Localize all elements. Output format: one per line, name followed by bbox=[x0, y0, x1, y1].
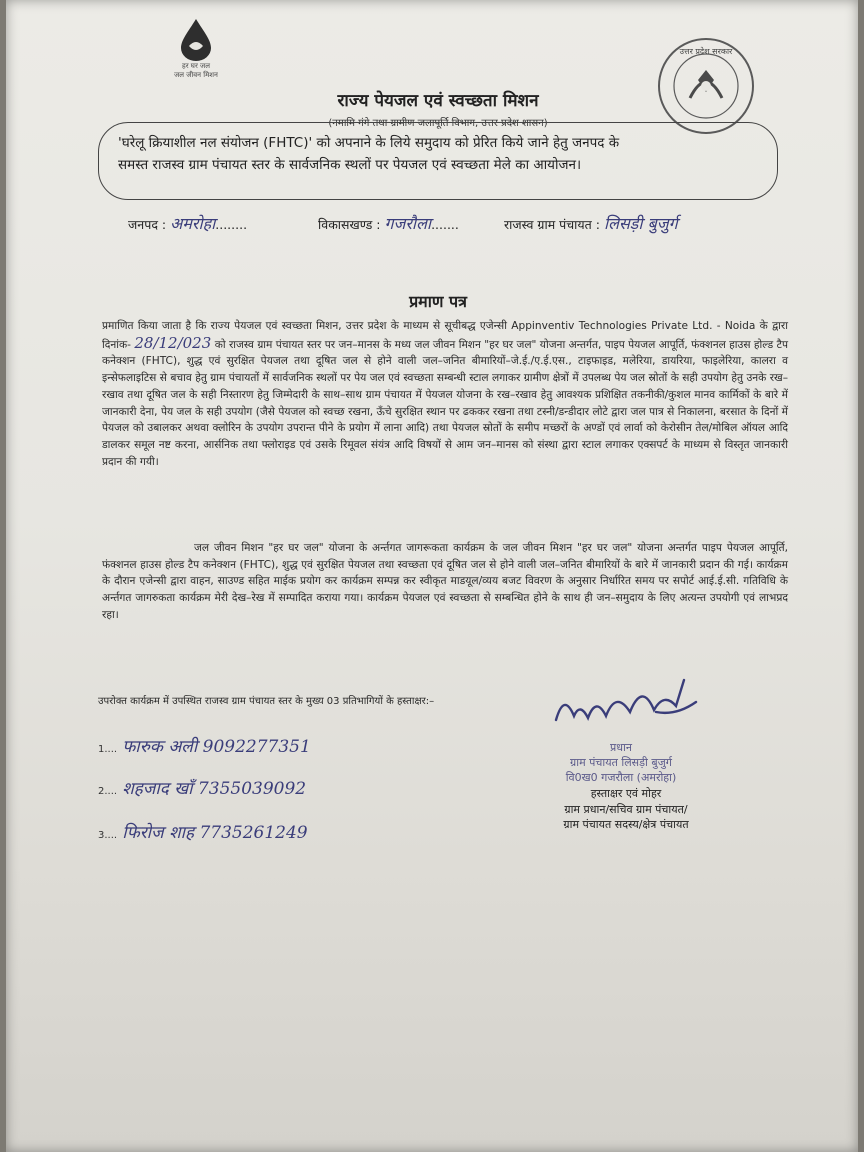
block-label: विकासखण्ड : bbox=[318, 217, 381, 232]
block-field: विकासखण्ड : गजरौला....... bbox=[318, 214, 459, 233]
logo-text: हर घर जल जल जीवन मिशन bbox=[174, 62, 218, 79]
participant-row: 2.... शहजाद खाँ 7355039092 bbox=[98, 779, 307, 799]
signatory-roles: ग्राम प्रधान/सचिव ग्राम पंचायत/ ग्राम पंचायत सदस्य/क्षेत्र पंचायत bbox=[563, 803, 689, 831]
pradhan-signature bbox=[546, 672, 706, 736]
district-value: अमरोहा bbox=[170, 214, 216, 233]
district-label: जनपद : bbox=[128, 217, 167, 232]
event-title-text: 'घरेलू क्रियाशील नल संयोजन (FHTC)' को अपनाने के लिये समुदाय को प्रेरित किये जाने हेतु जनपद के समस्त राजस्व ग्राम पंचायत स्तर के सार्वजनिक स्थलों पर पेयजल एवं स्वच्छता मेले का आयोजन। bbox=[118, 135, 620, 173]
water-drop-icon bbox=[178, 18, 214, 62]
mission-subtitle: (नमामि गंगे तथा ग्रामीण जलापूर्ति विभाग, उत्तर प्रदेश शासन) bbox=[328, 118, 548, 129]
seal-text: उत्तर प्रदेश सरकार bbox=[679, 47, 733, 56]
event-date: 28/12/023 bbox=[134, 333, 212, 352]
panchayat-value: लिसड़ी बुजुर्ग bbox=[603, 214, 678, 233]
panchayat-field bbox=[504, 212, 678, 234]
document-page bbox=[6, 0, 858, 1152]
participant-signature: फारुक अली 9092277351 bbox=[122, 737, 311, 757]
certificate-paragraph-1: प्रमाणित किया जाता है कि राज्य पेयजल एवं स्वच्छता मिशन, उत्तर प्रदेश के माध्यम से सूचीबद्ध एजेन्सी Appinventiv Technologies Private Ltd. - Noida के द्वारा दिनांक- 28/12/023 को राजस्व ग्राम पंचायत स्तर पर जन–मानस के मध्य जल जीवन मिशन "हर घर जल" योजना अन्तर्गत, पाइप पेयजल आपूर्ति, फंक्शनल हाउस होल्ड टैप कनेक्शन (FHTC), शुद्ध एवं सुरक्षित पेयजल तथा दूषित जल से होने वाली जल–जनित बीमारियों–जे.ई./ए.ई.एस., टाइफाइड, मलेरिया, डायरिया, फाइलेरिया, कालरा व इन्सेफलाइटिस से बचाव हेतु ग्राम पंचायतों में सार्वजनिक स्थलों पर पेय जल एवं स्वच्छता सम्बन्धी स्टाल लगाकर ग्रामीण क्षेत्रों में उपलब्ध पेय जल स्रोतों के सही उपयोग हेतु उनके रख–रखाव तथा दूषित जल के सही निस्तारण हेतु जिम्मेदारी के साथ–साथ ग्राम पंचायत में पेयजल योजना के रख–रखाव हेतु आवश्यक प्रशिक्षित तकनीकी/कुशल मानव कार्मिकों के बारे में जानकारी देना, पेय जल के सही उपयोग (जैसे पेयजल को स्वच्छ रखना, ऊँचे सुरक्षित स्थान पर ढककर रखना तथा टस्नी/डन्डीदार लोटे द्वारा जल पात्र से निकालना, बरसात के दिनों में पेयजल को उबालकर अथवा क्लोरिन के उपयोग उपरान्त पीने के प्रयोग में लाना आदि) तथा पेयजल स्रोतों के समीप मच्छरों के अण्डों एवं लार्वा को केरोसीन तेल/मोबिल ऑयल आदि डालकर समूल नष्ट करना, आर्सनिक तथा फ्लोराइड एवं उसके रिमूवल संयंत्र आदि विषयों से आम जन–मानस को संस्था द्वारा स्टाल लगाकर एक्सपर्ट के माध्यम से विस्तृत जानकारी प्रदान की गयी। bbox=[102, 320, 788, 468]
participants-intro: उपरोक्त कार्यक्रम में उपस्थित राजस्व ग्राम पंचायत स्तर के मुख्य 03 प्रतिभागियों के हस्ताक्षर:– bbox=[98, 696, 435, 707]
certificate-paragraph-2: जल जीवन मिशन "हर घर जल" योजना के अर्न्तगत जागरूकता कार्यक्रम के जल जीवन मिशन "हर घर जल" योजना अन्तर्गत पाइप पेयजल आपूर्ति, फंक्शनल हाउस होल्ड टैप कनेक्शन (FHTC), शुद्ध एवं सुरक्षित पेयजल तथा स्वच्छता एवं दूषित जल से होने वाली जल–जनित बीमारियों के बारे में जानकारी प्रदान की गई। कार्यक्रम के दौरान एजेन्सी द्वारा वाहन, साउण्ड सहित माईक प्रयोग कर कार्यक्रम सम्पन्न कर स्वीकृत माडयूल/व्यय बजट विवरण के अनुसार निर्धारित समय पर सपोर्ट आई.ई.सी. गतिविधि के अर्न्तगत जागरुकता कार्यक्रम मेरी देख–रेख में सम्पादित कराया गया। कार्यक्रम पेयजल एवं स्वच्छता से सम्बन्धित होने के साथ ही जन–समुदाय के लिए अत्यन्त उपयोगी एवं लाभप्रद रहा। bbox=[102, 542, 788, 621]
certificate-heading: प्रमाण पत्र bbox=[409, 292, 467, 311]
har-ghar-jal-logo bbox=[156, 18, 236, 98]
mission-title: राज्य पेयजल एवं स्वच्छता मिशन bbox=[337, 91, 539, 111]
panchayat-label: राजस्व ग्राम पंचायत : bbox=[504, 217, 600, 232]
participant-signature: शहजाद खाँ 7355039092 bbox=[122, 779, 307, 799]
participant-signature: फिरोज शाह 7735261249 bbox=[122, 823, 308, 843]
participant-row: 1.... फारुक अली 9092277351 bbox=[98, 737, 311, 757]
signature-caption: हस्ताक्षर एवं मोहर bbox=[590, 787, 662, 800]
block-value: गजरौला bbox=[384, 214, 432, 233]
pradhan-stamp: प्रधान ग्राम पंचायत लिसड़ी बुजुर्ग वि0ख0 गजरौला (अमरोहा) bbox=[565, 741, 677, 784]
district-field: जनपद : अमरोहा........ bbox=[128, 214, 248, 233]
participant-row: 3.... फिरोज शाह 7735261249 bbox=[98, 823, 308, 843]
